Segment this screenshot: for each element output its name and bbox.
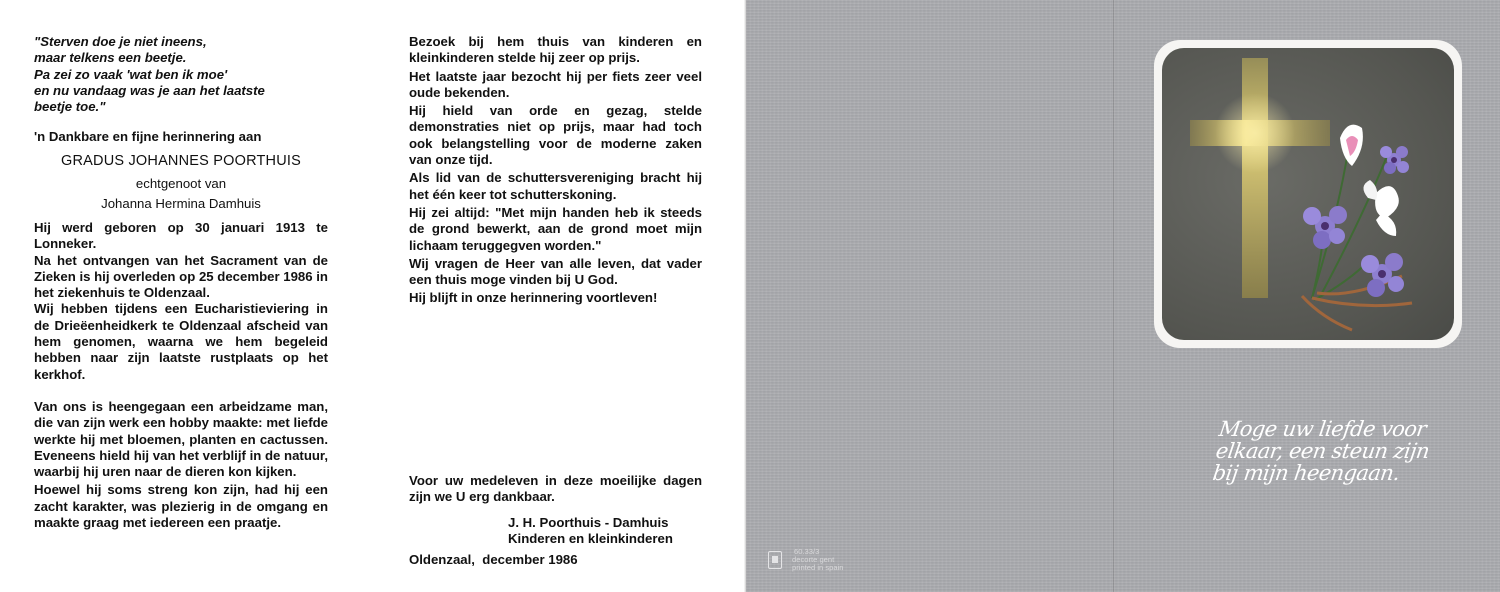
cross-and-lilies-illustration: [1162, 48, 1454, 340]
deceased-name: GRADUS JOHANNES POORTHUIS: [61, 153, 301, 169]
paragraph: Van ons is heengegaan een arbeidzame man, die van zijn werk een hobby maakte: met liefde werkte hij met bloemen, planten en cactussen. Eveneens hield hij van het verblijf in de natuur, waarbij hij uren naar de dieren kon kijken.: [34, 399, 328, 480]
printer-line: decorte gent: [792, 555, 835, 564]
cover-picture-frame: [1154, 40, 1462, 348]
biography-block-3: [409, 34, 702, 307]
closing-sentence: Hij blijft in onze herinnering voortleven!: [409, 290, 658, 306]
remembrance-intro: 'n Dankbare en fijne herinnering aan: [34, 129, 262, 144]
paragraph: Hoewel hij soms streng kon zijn, had hij een zacht karakter, was plezierig in de omgang en maakte graag met iedereen een praatje.: [34, 482, 328, 531]
paragraph: Als lid van de schuttersvereniging bracht hij het één keer tot schutterskoning.: [409, 170, 702, 202]
thanks-text: Voor uw medeleven in deze moeilijke dagen zijn we U erg dankbaar.: [409, 473, 702, 505]
cross-and-lilies-image: [1162, 48, 1454, 340]
paragraph: Bezoek bij hem thuis van kinderen en kleinkinderen stelde hij zeer op prijs.: [409, 34, 702, 66]
fold-line: [744, 0, 747, 592]
printer-logo-icon: [768, 551, 782, 569]
biography-block-1: [34, 220, 328, 383]
signature-line: J. H. Poorthuis - Damhuis: [508, 515, 669, 530]
signature-block: [508, 515, 708, 548]
paragraph: Wij vragen de Heer van alle leven, dat vader een thuis moge vinden bij U God.: [409, 255, 702, 288]
poem-line: beetje toe.": [34, 99, 106, 115]
purple-flower-icon: [1361, 253, 1404, 297]
spouse-label: echtgenoot van: [135, 176, 227, 191]
printer-code: 60.33/3: [794, 547, 820, 556]
paragraph: Hij werd geboren op 30 januari 1913 te Lonneker.: [34, 220, 328, 252]
purple-flower-icon: [1303, 206, 1347, 249]
biography-block-2: [34, 399, 328, 531]
signature-line: Kinderen en kleinkinderen: [508, 531, 673, 547]
cover-verse: [1211, 418, 1433, 484]
poem-line: en nu vandaag was je aan het laatste: [34, 82, 265, 98]
verse-line: bij mijn heengaan.: [1211, 461, 1402, 485]
card-cover: [746, 0, 1500, 592]
verse-line: Moge uw liefde voor: [1217, 417, 1428, 441]
white-lily-icon: [1340, 125, 1399, 236]
poem-line: Pa zei zo vaak 'wat ben ik moe': [34, 66, 228, 82]
fold-line: [1112, 0, 1115, 592]
verse-line: elkaar, een steun zijn: [1214, 439, 1431, 463]
paragraph: Hij hield van orde en gezag, stelde demonstraties niet op prijs, maar had toch ook belangstelling voor de moderne zaken van onze tijd.: [409, 103, 702, 168]
printer-line: printed in spain: [792, 563, 844, 572]
opening-poem: [34, 34, 284, 115]
middle-text-panel: [380, 0, 746, 592]
paragraph: Na het ontvangen van het Sacrament van de Zieken is hij overleden op 25 december 1986 in het ziekenhuis te Oldenzaal.: [34, 252, 328, 301]
paragraph: Wij hebben tijdens een Eucharistieviering in de Drieëenheidkerk te Oldenzaal afscheid van hem genomen, waarna we hem begeleid hebben naar zijn laatste rustplaats op het kerkhof.: [34, 301, 328, 382]
cross-icon: [1190, 58, 1330, 298]
place-and-date: Oldenzaal, december 1986: [409, 552, 578, 567]
printer-imprint: [792, 548, 844, 572]
poem-line: "Sterven doe je niet ineens,: [34, 34, 207, 49]
left-text-panel: [0, 0, 380, 592]
paragraph: Hij zei altijd: "Met mijn handen heb ik steeds de grond bewerkt, aan de grond moet mijn lichaam teruggegven worden.": [409, 204, 702, 253]
poem-line: maar telkens een beetje.: [34, 50, 187, 66]
paragraph: Het laatste jaar bezocht hij per fiets zeer veel oude bekenden.: [409, 68, 702, 100]
spouse-name: Johanna Hermina Damhuis: [101, 196, 261, 211]
